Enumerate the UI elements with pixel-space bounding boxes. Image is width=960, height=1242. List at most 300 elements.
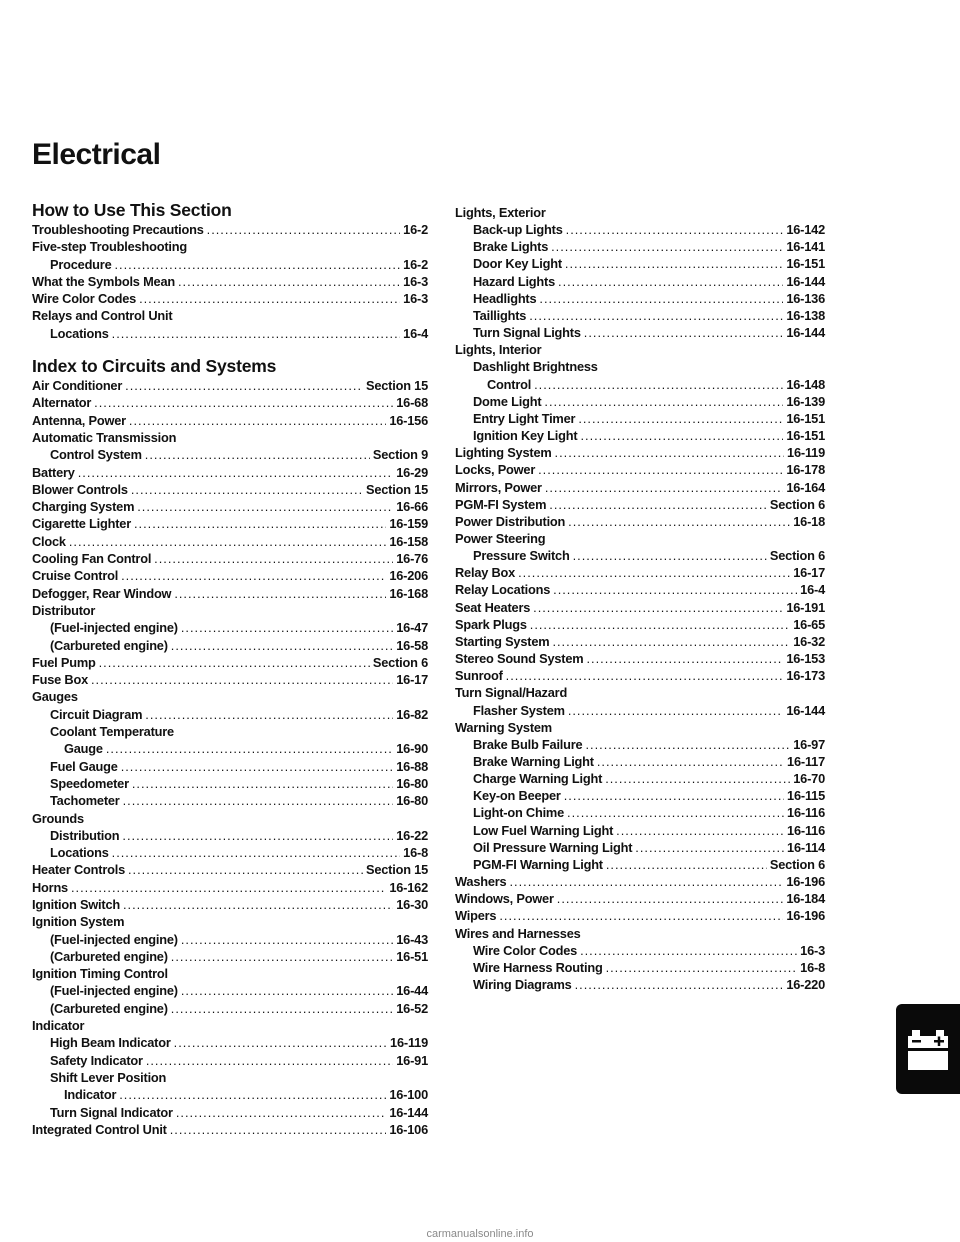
- dot-leader: [538, 461, 783, 478]
- index-entry: [32, 377, 428, 394]
- index-entry: [455, 496, 825, 513]
- entry-label: Entry Light Timer: [473, 410, 576, 426]
- dot-leader: [539, 290, 783, 307]
- index-entry: [32, 464, 428, 481]
- entry-label: (Carbureted engine): [50, 637, 168, 653]
- page-reference: 16-76: [396, 551, 428, 567]
- entry-label: Stereo Sound System: [455, 651, 584, 667]
- dot-leader: [580, 942, 797, 959]
- dot-leader: [134, 515, 386, 532]
- entry-label: Pressure Switch: [473, 548, 570, 564]
- index-entry: [455, 564, 825, 581]
- entry-label: Ignition Switch: [32, 896, 120, 912]
- page-title: Electrical: [32, 138, 161, 171]
- entry-label: Hazard Lights: [473, 273, 556, 289]
- page-reference: 16-119: [787, 445, 825, 461]
- page-reference: Section 6: [769, 856, 825, 872]
- index-entry: [32, 931, 428, 948]
- entry-label: Alternator: [32, 395, 92, 411]
- page-reference: 16-22: [396, 827, 428, 843]
- page-reference: 16-8: [800, 959, 825, 975]
- dot-leader: [145, 706, 393, 723]
- index-entry: [455, 547, 825, 564]
- index-entry: [455, 890, 825, 907]
- entry-label: Oil Pressure Warning Light: [473, 839, 633, 855]
- index-entry: [32, 256, 428, 273]
- entry-label: Fuel Gauge: [50, 758, 118, 774]
- entry-label: Headlights: [473, 290, 537, 306]
- page-reference: Section 15: [365, 862, 428, 878]
- dot-leader: [181, 619, 393, 636]
- dot-leader: [132, 775, 393, 792]
- entry-label: Brake Bulb Failure: [473, 736, 583, 752]
- dot-leader: [565, 255, 783, 272]
- entry-label: Turn Signal Indicator: [50, 1104, 173, 1120]
- entry-label: Five-step Troubleshooting: [32, 239, 187, 255]
- page-reference: 16-117: [787, 754, 825, 769]
- dot-leader: [606, 959, 798, 976]
- entry-label: Turn Signal/Hazard: [455, 685, 568, 701]
- page-reference: 16-66: [396, 499, 428, 515]
- index-entry: [32, 671, 428, 688]
- battery-icon: [906, 1020, 950, 1083]
- index-entry: [32, 221, 428, 238]
- entry-label: Troubleshooting Precautions: [32, 222, 204, 237]
- page-reference: 16-114: [787, 839, 825, 855]
- dot-leader: [567, 804, 784, 821]
- dot-leader: [544, 393, 783, 410]
- page-reference: 16-196: [786, 908, 825, 924]
- index-entry: [32, 1052, 428, 1069]
- entry-label: Defogger, Rear Window: [32, 585, 172, 601]
- dot-leader: [586, 650, 783, 667]
- index-entry: [455, 770, 825, 787]
- dot-leader: [129, 412, 386, 429]
- entry-label: Antenna, Power: [32, 412, 126, 428]
- index-entry: [455, 702, 825, 719]
- page-reference: 16-144: [389, 1104, 428, 1120]
- section-tab[interactable]: [896, 1004, 960, 1094]
- page-reference: 16-82: [396, 706, 428, 722]
- dot-leader: [558, 273, 783, 290]
- entry-label: Wiring Diagrams: [473, 977, 572, 993]
- page-reference: 16-4: [403, 325, 428, 341]
- dot-leader: [580, 427, 783, 444]
- entry-label: Speedometer: [50, 775, 129, 791]
- dot-leader: [578, 410, 783, 427]
- index-group-heading: [32, 238, 428, 255]
- index-entry: [455, 942, 825, 959]
- page-reference: 16-159: [389, 516, 428, 532]
- index-entry: [32, 775, 428, 792]
- page-reference: 16-29: [396, 464, 428, 480]
- entry-label: Locations: [50, 845, 109, 861]
- index-entry: [32, 844, 428, 861]
- entry-label: Indicator: [64, 1087, 117, 1103]
- page-reference: 16-30: [396, 896, 428, 912]
- page-reference: 16-136: [786, 290, 825, 306]
- page-reference: 16-43: [396, 931, 428, 947]
- index-entry: [32, 1034, 428, 1051]
- index-group-heading: [32, 723, 428, 740]
- entry-label: Light-on Chime: [473, 805, 565, 821]
- dot-leader: [575, 976, 784, 993]
- dot-leader: [568, 513, 790, 530]
- index-entry: [32, 1000, 428, 1017]
- page-reference: 16-2: [403, 256, 428, 272]
- entry-label: Wipers: [455, 908, 497, 924]
- entry-label: Safety Indicator: [50, 1052, 143, 1068]
- entry-label: Relay Box: [455, 565, 516, 581]
- index-group-heading: [32, 429, 428, 446]
- page-reference: 16-158: [389, 533, 428, 549]
- dot-leader: [154, 550, 393, 567]
- page-reference: 16-173: [786, 668, 825, 684]
- index-entry: [455, 804, 825, 821]
- entry-label: Lighting System: [455, 445, 552, 461]
- entry-label: Indicator: [32, 1018, 85, 1034]
- page-reference: 16-3: [403, 291, 428, 307]
- entry-label: Ignition Timing Control: [32, 966, 168, 982]
- entry-label: Low Fuel Warning Light: [473, 822, 614, 838]
- dot-leader: [564, 787, 784, 804]
- page-reference: Section 6: [372, 654, 428, 670]
- dot-leader: [597, 753, 784, 770]
- index-group-heading: [32, 602, 428, 619]
- index-section: [32, 356, 428, 1138]
- dot-leader: [178, 273, 400, 290]
- index-entry: [455, 736, 825, 753]
- dot-leader: [566, 221, 784, 238]
- page-reference: 16-153: [786, 651, 825, 667]
- page-reference: 16-144: [786, 325, 825, 341]
- index-entry: [455, 650, 825, 667]
- index-group-heading: [32, 688, 428, 705]
- page-reference: 16-206: [389, 568, 428, 584]
- index-entry: [455, 324, 825, 341]
- page-reference: 16-52: [396, 1000, 428, 1016]
- entry-label: (Fuel-injected engine): [50, 620, 178, 636]
- page-reference: 16-106: [389, 1121, 428, 1137]
- entry-label: Distribution: [50, 827, 120, 843]
- index-group-heading: [455, 925, 825, 942]
- index-entry: [32, 982, 428, 999]
- page-reference: 16-139: [786, 393, 825, 409]
- page-reference: Section 6: [769, 548, 825, 564]
- entry-label: Ignition Key Light: [473, 428, 578, 444]
- page-reference: 16-100: [389, 1087, 428, 1103]
- entry-label: Power Steering: [455, 530, 546, 546]
- index-group-heading: [455, 530, 825, 547]
- entry-label: Locations: [50, 325, 109, 341]
- dot-leader: [146, 1052, 393, 1069]
- entry-label: Warning System: [455, 719, 552, 735]
- index-entry: [32, 515, 428, 532]
- index-entry: [455, 273, 825, 290]
- entry-label: Gauge: [64, 741, 103, 757]
- entry-label: Fuel Pump: [32, 654, 96, 670]
- dot-leader: [131, 481, 363, 498]
- page-reference: 16-47: [396, 620, 428, 636]
- index-group-heading: [32, 1017, 428, 1034]
- page-reference: 16-4: [800, 582, 825, 598]
- entry-label: Cigarette Lighter: [32, 516, 131, 532]
- page-reference: 16-18: [793, 513, 825, 529]
- dot-leader: [174, 1034, 387, 1051]
- entry-label: Wire Color Codes: [473, 942, 578, 958]
- page-reference: 16-184: [786, 891, 825, 907]
- dot-leader: [91, 671, 393, 688]
- index-entry: [455, 753, 825, 770]
- page-reference: 16-116: [787, 822, 825, 838]
- entry-label: PGM-FI System: [455, 496, 547, 512]
- index-entry: [32, 446, 428, 463]
- page-reference: 16-116: [787, 805, 825, 821]
- index-section: [32, 200, 428, 342]
- page-reference: 16-3: [403, 273, 428, 289]
- entry-label: Heater Controls: [32, 862, 125, 878]
- left-column: [32, 200, 428, 1152]
- index-entry: [455, 479, 825, 496]
- entry-label: Grounds: [32, 810, 84, 826]
- page-reference: 16-162: [389, 879, 428, 895]
- index-entry: [455, 307, 825, 324]
- index-entry: [455, 410, 825, 427]
- page-reference: 16-68: [396, 395, 428, 411]
- entry-label: Clock: [32, 533, 66, 549]
- dot-leader: [128, 861, 363, 878]
- dot-leader: [171, 948, 393, 965]
- index-entry: [455, 427, 825, 444]
- section-heading: How to Use This Section: [32, 200, 232, 220]
- dot-leader: [145, 446, 370, 463]
- index-entry: [455, 393, 825, 410]
- dot-leader: [121, 758, 394, 775]
- index-group-heading: [455, 684, 825, 701]
- page-reference: Section 15: [365, 378, 428, 394]
- dot-leader: [635, 839, 784, 856]
- entry-label: Charge Warning Light: [473, 771, 603, 787]
- index-entry: [455, 633, 825, 650]
- entry-label: Lights, Exterior: [455, 205, 546, 220]
- entry-label: Dome Light: [473, 393, 542, 409]
- entry-label: Ignition System: [32, 914, 125, 930]
- dot-leader: [181, 931, 393, 948]
- entry-label: Charging System: [32, 499, 135, 515]
- page-reference: Section 15: [365, 481, 428, 497]
- entry-label: Shift Lever Position: [50, 1069, 167, 1085]
- dot-leader: [533, 599, 783, 616]
- entry-label: Procedure: [50, 256, 112, 272]
- index-group-heading: [32, 965, 428, 982]
- entry-label: Gauges: [32, 689, 78, 705]
- dot-leader: [125, 377, 363, 394]
- entry-label: Cruise Control: [32, 568, 119, 584]
- index-entry: [32, 827, 428, 844]
- index-entry: [32, 290, 428, 307]
- page-reference: 16-142: [786, 222, 825, 238]
- dot-leader: [207, 221, 401, 238]
- entry-label: Blower Controls: [32, 481, 128, 497]
- page-reference: 16-141: [786, 239, 825, 255]
- index-entry: [455, 238, 825, 255]
- page-reference: 16-168: [389, 585, 428, 601]
- dot-leader: [121, 567, 386, 584]
- dot-leader: [123, 896, 393, 913]
- index-entry: [455, 856, 825, 873]
- entry-label: Coolant Temperature: [50, 724, 174, 740]
- page-reference: 16-144: [786, 702, 825, 718]
- entry-label: Wires and Harnesses: [455, 925, 581, 941]
- dot-leader: [174, 585, 386, 602]
- index-entry: [32, 394, 428, 411]
- entry-label: High Beam Indicator: [50, 1035, 171, 1051]
- dot-leader: [106, 740, 393, 757]
- dot-leader: [551, 238, 783, 255]
- page-reference: 16-90: [396, 741, 428, 757]
- entry-label: Brake Warning Light: [473, 754, 594, 769]
- entry-label: Flasher System: [473, 702, 565, 718]
- index-entry: [455, 255, 825, 272]
- entry-label: Turn Signal Lights: [473, 325, 581, 341]
- page-reference: 16-2: [403, 222, 428, 237]
- entry-label: Control: [487, 376, 532, 392]
- page-reference: 16-91: [396, 1052, 428, 1068]
- page-reference: 16-138: [786, 307, 825, 323]
- index-entry: [455, 221, 825, 238]
- dot-leader: [122, 827, 393, 844]
- entry-label: Integrated Control Unit: [32, 1121, 167, 1137]
- page-reference: 16-51: [396, 948, 428, 964]
- index-entry: [455, 444, 825, 461]
- page-reference: 16-80: [396, 793, 428, 809]
- index-entry: [32, 637, 428, 654]
- index-entry: [32, 740, 428, 757]
- entry-label: Brake Lights: [473, 239, 549, 255]
- index-entry: [455, 873, 825, 890]
- dot-leader: [585, 736, 790, 753]
- entry-label: Key-on Beeper: [473, 788, 561, 804]
- index-entry: [32, 1086, 428, 1103]
- dot-leader: [509, 873, 783, 890]
- index-entry: [32, 498, 428, 515]
- index-group-heading: [455, 341, 825, 358]
- index-entry: [455, 290, 825, 307]
- page-reference: 16-156: [389, 412, 428, 428]
- entry-label: Automatic Transmission: [32, 429, 177, 445]
- index-entry: [32, 412, 428, 429]
- entry-label: Windows, Power: [455, 891, 554, 907]
- dot-leader: [549, 496, 767, 513]
- entry-label: (Carbureted engine): [50, 1000, 168, 1016]
- dot-leader: [553, 581, 797, 598]
- index-group-heading: [455, 204, 825, 221]
- index-entry: [32, 792, 428, 809]
- entry-label: Wire Harness Routing: [473, 959, 603, 975]
- index-entry: [32, 706, 428, 723]
- index-entry: [32, 896, 428, 913]
- index-entry: [455, 599, 825, 616]
- entry-label: Circuit Diagram: [50, 706, 143, 722]
- dot-leader: [606, 856, 767, 873]
- index-entry: [455, 787, 825, 804]
- dot-leader: [94, 394, 393, 411]
- index-entry: [455, 959, 825, 976]
- dot-leader: [573, 547, 767, 564]
- page-reference: 16-196: [786, 874, 825, 890]
- entry-label: Relay Locations: [455, 582, 551, 598]
- dot-leader: [545, 479, 784, 496]
- dot-leader: [530, 616, 791, 633]
- page-reference: 16-119: [390, 1035, 428, 1051]
- page-reference: 16-151: [786, 410, 825, 426]
- dot-leader: [71, 879, 386, 896]
- index-entry: [455, 376, 825, 393]
- index-entry: [32, 533, 428, 550]
- index-entry: [32, 948, 428, 965]
- entry-label: Power Distribution: [455, 513, 566, 529]
- dot-leader: [137, 498, 393, 515]
- entry-label: Mirrors, Power: [455, 479, 542, 495]
- entry-label: Spark Plugs: [455, 616, 527, 632]
- entry-label: (Carbureted engine): [50, 948, 168, 964]
- index-entry: [32, 550, 428, 567]
- dot-leader: [555, 444, 785, 461]
- index-entry: [455, 461, 825, 478]
- page-reference: 16-178: [786, 462, 825, 478]
- page-reference: 16-17: [396, 672, 428, 688]
- right-column: [455, 204, 825, 993]
- dot-leader: [112, 844, 401, 861]
- entry-label: (Fuel-injected engine): [50, 931, 178, 947]
- index-entry: [455, 839, 825, 856]
- page-reference: 16-44: [396, 983, 428, 999]
- section-heading: Index to Circuits and Systems: [32, 356, 277, 377]
- index-entry: [455, 581, 825, 598]
- page-reference: 16-97: [793, 736, 825, 752]
- index-group-heading: [455, 358, 825, 375]
- entry-label: Battery: [32, 464, 75, 480]
- index-entry: [32, 654, 428, 671]
- page-reference: 16-220: [786, 977, 825, 993]
- dot-leader: [171, 637, 393, 654]
- dot-leader: [115, 256, 401, 273]
- dot-leader: [557, 890, 784, 907]
- index-entry: [455, 616, 825, 633]
- index-entry: [32, 1121, 428, 1138]
- dot-leader: [170, 1121, 387, 1138]
- page-reference: 16-151: [786, 428, 825, 444]
- dot-leader: [99, 654, 370, 671]
- dot-leader: [552, 633, 790, 650]
- entry-label: PGM-FI Warning Light: [473, 856, 603, 872]
- entry-label: Relays and Control Unit: [32, 308, 173, 324]
- entry-label: (Fuel-injected engine): [50, 983, 178, 999]
- index-entry: [32, 273, 428, 290]
- dot-leader: [584, 324, 784, 341]
- index-entry: [455, 907, 825, 924]
- index-entry: [32, 879, 428, 896]
- page-reference: Section 9: [372, 447, 428, 463]
- dot-leader: [518, 564, 790, 581]
- entry-label: Control System: [50, 447, 142, 463]
- index-entry: [32, 481, 428, 498]
- page-reference: 16-80: [396, 775, 428, 791]
- entry-label: Locks, Power: [455, 462, 536, 478]
- dot-leader: [69, 533, 386, 550]
- entry-label: Sunroof: [455, 668, 503, 684]
- dot-leader: [499, 907, 783, 924]
